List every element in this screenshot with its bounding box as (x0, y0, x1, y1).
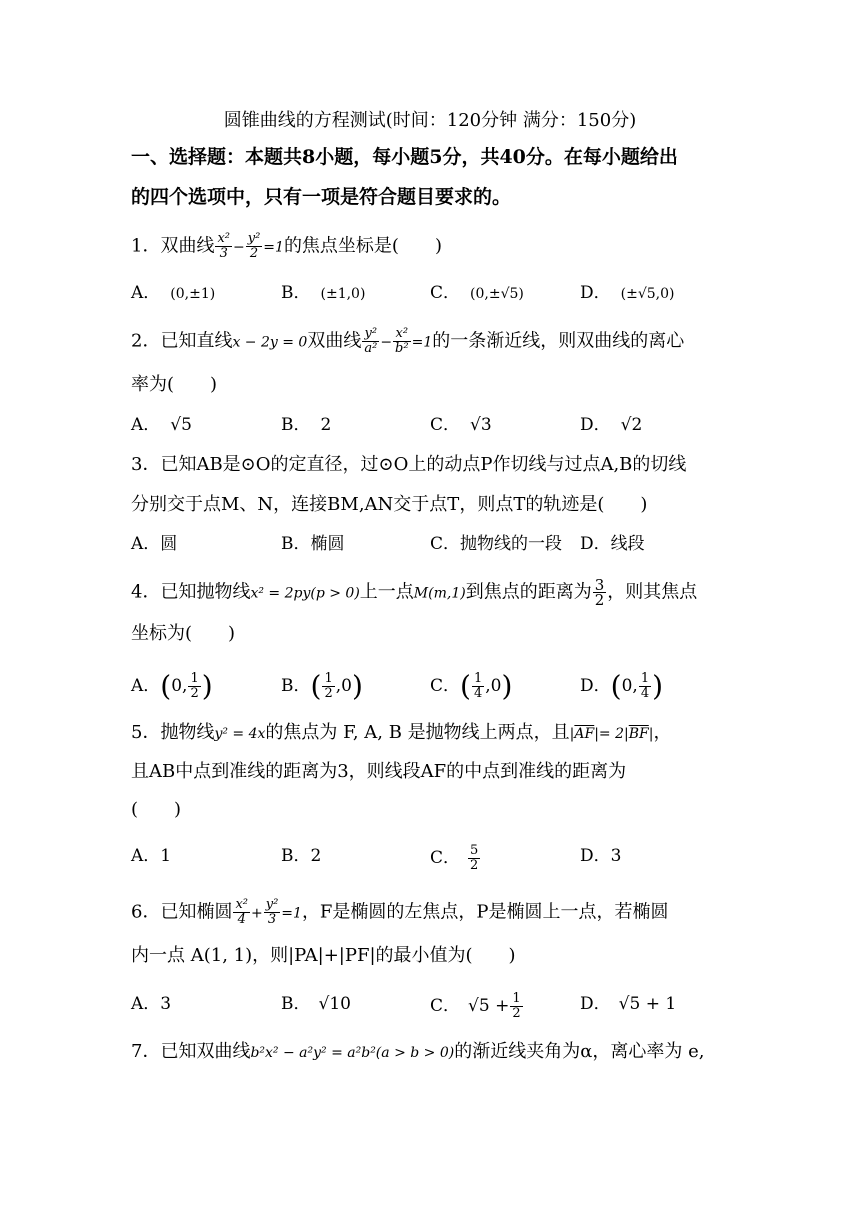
q1-option-a: A． (0,±1) (131, 283, 216, 303)
question-5: 5．抛物线y² = 4x的焦点为 F, A, B 是抛物线上两点，且$|\overline{AF}|= 2|\overline{BF}|$， (131, 722, 672, 743)
question-1: 1．双曲线 $\frac{\text{x²}}{3}$ − $\frac{\text{y²}}{2}$ =1的焦点坐标是( ) (131, 231, 442, 261)
q3-option-d: D．线段 (580, 534, 645, 554)
q3-option-b: B．椭圆 (281, 534, 345, 554)
q5-option-c: C． $\frac{5}{2}$ (430, 843, 479, 873)
question-7: 7．已知双曲线b²x² − a²y² = a²b²(a > b > 0)的渐近线夹角为α，离心率为 e, (131, 1041, 705, 1062)
question-4-line2: 坐标为( ) (131, 623, 236, 644)
page-title: 圆锥曲线的方程测试(时间：120分钟 满分：150分) (223, 110, 637, 131)
q4-frac: $\frac{3}{2}$ (594, 576, 605, 609)
q5-option-b: B．2 (281, 846, 322, 866)
q6-option-a: A．3 (131, 994, 172, 1014)
q1-pre: 双曲线 (160, 235, 215, 257)
q2-option-c: C． √3 (430, 415, 492, 435)
question-6: 6．已知椭圆 $\frac{\text{x²}}{4}$ + $\frac{\text{y²}}{3}$ =1，F是椭圆的左焦点，P是椭圆上一点，若椭圆 (131, 897, 669, 927)
question-2-line2: 率为( ) (131, 374, 218, 395)
q4-option-d: D．(0, $\frac{1}{4}$ ) (580, 669, 664, 703)
q3-option-a: A．圆 (131, 534, 178, 554)
section-heading-line1: 一、选择题：本题共8小题，每小题5分，共40分。在每小题给出 (131, 146, 678, 168)
q1-number: 1． (131, 235, 161, 257)
q2-option-b: B． 2 (281, 415, 332, 435)
q1-option-c: C． (0,±√5) (430, 283, 524, 303)
q1-option-d: D． (±√5,0) (580, 283, 675, 303)
q6-option-d: D． √5 + 1 (580, 994, 677, 1014)
q3-option-c: C．抛物线的一段 (430, 534, 563, 554)
q4-option-b: B．( $\frac{1}{2}$ ,0) (281, 669, 363, 703)
question-5-line3: ( ) (131, 799, 182, 820)
q2-option-d: D． √2 (580, 415, 643, 435)
q6-option-b: B． √10 (281, 994, 351, 1014)
q4-option-a: A．(0, $\frac{1}{2}$ ) (131, 669, 213, 703)
section-heading-line2: 的四个选项中，只有一项是符合题目要求的。 (131, 186, 512, 208)
q1-option-b: B． (±1,0) (281, 283, 366, 303)
q2-option-a: A． √5 (131, 415, 192, 435)
q2-frac-x: $\frac{\text{x²}}{\text{b²}}$ (395, 326, 409, 356)
question-5-line2: 且AB中点到准线的距离为3，则线段AF的中点到准线的距离为 (131, 761, 627, 782)
question-6-line2: 内一点 A(1, 1)，则|PA|+|PF|的最小值为( ) (131, 945, 516, 966)
question-3-line1: 3．已知AB是⊙O的定直径，过⊙O上的动点P作切线与过点A,B的切线 (131, 454, 687, 475)
q5-option-d: D．3 (580, 846, 622, 866)
q5-option-a: A．1 (131, 846, 172, 866)
q1-frac-x: $\frac{\text{x²}}{3}$ (217, 231, 230, 261)
q4-option-c: C．( $\frac{1}{4}$ ,0) (430, 669, 513, 703)
question-4: 4．已知抛物线x² = 2py(p > 0)上一点M(m,1)到焦点的距离为 $\frac{3}{2}$ ，则其焦点 (131, 576, 698, 609)
q1-frac-y: $\frac{\text{y²}}{2}$ (247, 231, 261, 261)
question-3-line2: 分别交于点M、N，连接BM,AN交于点T，则点T的轨迹是( ) (131, 494, 648, 515)
question-2: 2．已知直线x − 2y = 0双曲线 $\frac{\text{y²}}{\text{a²}}$ − $\frac{\text{x²}}{\text{b²}}$ =1的一条渐近线，则双曲线的离心 (131, 326, 685, 356)
q2-frac-y: $\frac{\text{y²}}{\text{a²}}$ (364, 326, 378, 356)
q6-option-c: C． √5 + $\frac{1}{2}$ (430, 991, 521, 1021)
q1-post: 的焦点坐标是( ) (283, 235, 442, 257)
